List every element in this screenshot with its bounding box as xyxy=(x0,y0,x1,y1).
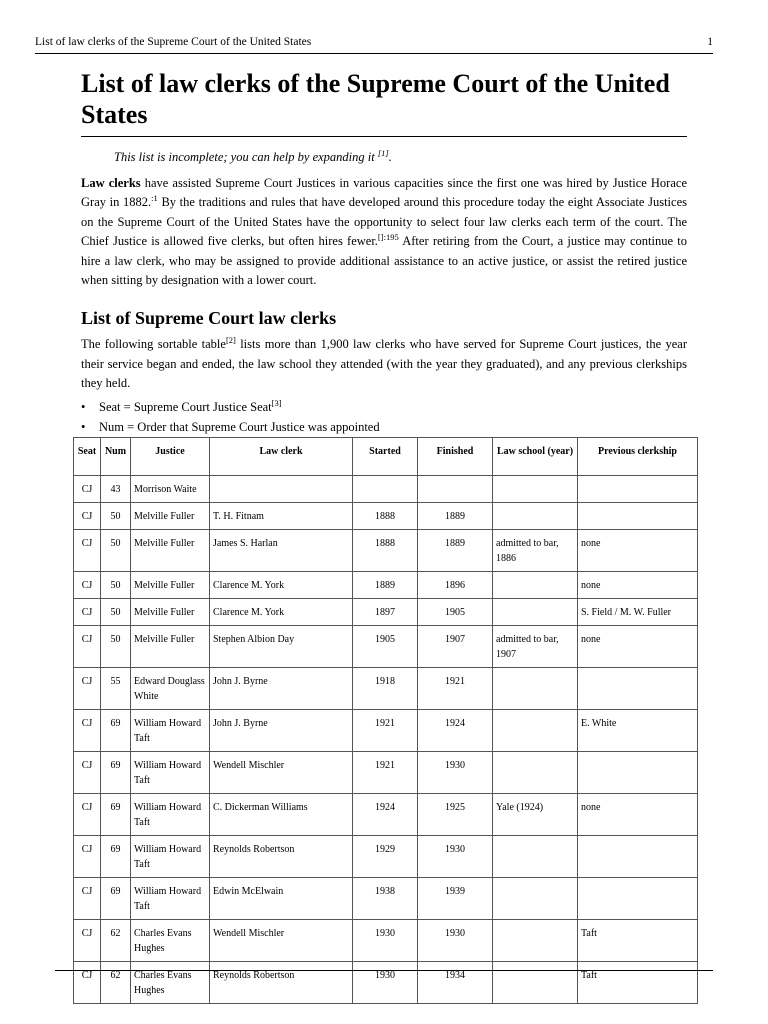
cell-law-clerk: T. H. Fitnam xyxy=(210,503,353,530)
cell-started: 1938 xyxy=(353,878,418,920)
cell-previous-clerkship: Taft xyxy=(578,920,698,962)
cell-previous-clerkship: S. Field / M. W. Fuller xyxy=(578,599,698,626)
cell-num: 50 xyxy=(101,572,131,599)
cell-started: 1897 xyxy=(353,599,418,626)
cell-seat: CJ xyxy=(74,920,101,962)
section-intro-paragraph xyxy=(81,335,687,393)
cell-previous-clerkship xyxy=(578,476,698,503)
column-header-previous-clerkship[interactable]: Previous clerkship xyxy=(578,438,698,476)
table-row xyxy=(74,476,698,503)
incomplete-list-notice xyxy=(114,148,687,166)
legend-list xyxy=(81,397,687,437)
cell-previous-clerkship: none xyxy=(578,794,698,836)
cell-started: 1889 xyxy=(353,572,418,599)
cell-law-school: Yale (1924) xyxy=(493,794,578,836)
header-divider xyxy=(35,53,713,54)
cell-justice: William Howard Taft xyxy=(131,794,210,836)
cell-law-school xyxy=(493,476,578,503)
intro-reference-1[interactable]: :1 xyxy=(151,193,158,204)
cell-law-clerk: Wendell Mischler xyxy=(210,752,353,794)
cell-finished: 1925 xyxy=(418,794,493,836)
cell-law-school xyxy=(493,668,578,710)
cell-justice: Charles Evans Hughes xyxy=(131,920,210,962)
cell-law-clerk: James S. Harlan xyxy=(210,530,353,572)
cell-previous-clerkship: none xyxy=(578,530,698,572)
cell-justice: Morrison Waite xyxy=(131,476,210,503)
cell-justice: Melville Fuller xyxy=(131,626,210,668)
cell-finished: 1921 xyxy=(418,668,493,710)
cell-finished: 1939 xyxy=(418,878,493,920)
cell-law-clerk: Stephen Albion Day xyxy=(210,626,353,668)
cell-started: 1905 xyxy=(353,626,418,668)
cell-law-clerk: Reynolds Robertson xyxy=(210,836,353,878)
cell-law-school xyxy=(493,710,578,752)
cell-started: 1930 xyxy=(353,962,418,1004)
column-header-num[interactable]: Num xyxy=(101,438,131,476)
cell-law-clerk xyxy=(210,476,353,503)
cell-justice: Melville Fuller xyxy=(131,599,210,626)
intro-reference-2[interactable]: []:195 xyxy=(377,232,399,243)
cell-seat: CJ xyxy=(74,962,101,1004)
cell-seat: CJ xyxy=(74,668,101,710)
cell-seat: CJ xyxy=(74,530,101,572)
cell-seat: CJ xyxy=(74,794,101,836)
cell-previous-clerkship: E. White xyxy=(578,710,698,752)
section-intro-reference[interactable]: [2] xyxy=(225,335,236,346)
cell-started: 1921 xyxy=(353,710,418,752)
cell-started: 1930 xyxy=(353,920,418,962)
cell-law-school xyxy=(493,572,578,599)
cell-finished: 1905 xyxy=(418,599,493,626)
cell-justice: Melville Fuller xyxy=(131,572,210,599)
cell-seat: CJ xyxy=(74,572,101,599)
running-header xyxy=(35,36,713,48)
cell-seat: CJ xyxy=(74,626,101,668)
cell-law-clerk: Wendell Mischler xyxy=(210,920,353,962)
section-intro-text-2: lists more than 1,900 law clerks who have served for Supreme Court justices, the year their service began and ended, the law school they attended (with the year they graduated), and any previous clerkships they held. xyxy=(81,337,688,391)
hatnote-reference-link[interactable]: [1] xyxy=(377,147,389,158)
cell-previous-clerkship xyxy=(578,668,698,710)
table-row xyxy=(74,752,698,794)
page-title: List of law clerks of the Supreme Court of the United States xyxy=(81,68,687,137)
running-header-title: List of law clerks of the Supreme Court of the United States xyxy=(35,36,312,48)
table-header-row xyxy=(74,438,698,476)
cell-seat: CJ xyxy=(74,878,101,920)
cell-law-school xyxy=(493,599,578,626)
cell-previous-clerkship xyxy=(578,752,698,794)
page-number: 1 xyxy=(707,36,713,48)
intro-bold-lead: Law clerks xyxy=(81,176,141,190)
cell-justice: William Howard Taft xyxy=(131,710,210,752)
cell-law-clerk: Clarence M. York xyxy=(210,572,353,599)
intro-paragraph xyxy=(81,174,687,290)
intro-text-1: have assisted Supreme Court Justices in various capacities since the first one was hired by Justice Horace Gray in 1882. xyxy=(81,176,687,210)
table-row xyxy=(74,572,698,599)
cell-justice: William Howard Taft xyxy=(131,878,210,920)
footer-divider xyxy=(55,970,713,971)
cell-seat: CJ xyxy=(74,710,101,752)
cell-seat: CJ xyxy=(74,476,101,503)
column-header-law-school[interactable]: Law school (year) xyxy=(493,438,578,476)
cell-seat: CJ xyxy=(74,599,101,626)
cell-num: 69 xyxy=(101,794,131,836)
cell-law-school xyxy=(493,920,578,962)
cell-justice: Melville Fuller xyxy=(131,503,210,530)
column-header-finished[interactable]: Finished xyxy=(418,438,493,476)
cell-num: 69 xyxy=(101,878,131,920)
column-header-justice[interactable]: Justice xyxy=(131,438,210,476)
table-row xyxy=(74,668,698,710)
cell-num: 69 xyxy=(101,836,131,878)
cell-finished: 1930 xyxy=(418,836,493,878)
cell-num: 62 xyxy=(101,962,131,1004)
cell-law-clerk: Edwin McElwain xyxy=(210,878,353,920)
cell-law-clerk: John J. Byrne xyxy=(210,668,353,710)
cell-num: 50 xyxy=(101,503,131,530)
cell-started: 1921 xyxy=(353,752,418,794)
cell-finished: 1934 xyxy=(418,962,493,1004)
table-row xyxy=(74,962,698,1004)
legend-item-text: Seat = Supreme Court Justice Seat xyxy=(99,399,272,414)
table-row xyxy=(74,878,698,920)
column-header-seat[interactable]: Seat xyxy=(74,438,101,476)
cell-num: 50 xyxy=(101,530,131,572)
cell-finished: 1930 xyxy=(418,752,493,794)
article-body xyxy=(81,68,687,437)
cell-justice: William Howard Taft xyxy=(131,836,210,878)
table-row xyxy=(74,710,698,752)
cell-justice: William Howard Taft xyxy=(131,752,210,794)
cell-justice: Charles Evans Hughes xyxy=(131,962,210,1004)
hatnote-text: This list is incomplete; you can help by expanding it xyxy=(114,150,378,164)
cell-num: 43 xyxy=(101,476,131,503)
cell-law-school xyxy=(493,503,578,530)
column-header-started[interactable]: Started xyxy=(353,438,418,476)
table-row xyxy=(74,836,698,878)
cell-num: 55 xyxy=(101,668,131,710)
cell-justice: Melville Fuller xyxy=(131,530,210,572)
law-clerks-table xyxy=(73,437,698,1004)
cell-num: 50 xyxy=(101,599,131,626)
section-intro-text-1: The following sortable table xyxy=(81,337,226,352)
cell-previous-clerkship: Taft xyxy=(578,962,698,1004)
cell-law-school: admitted to bar, 1886 xyxy=(493,530,578,572)
intro-text-2: By the traditions and rules that have developed around this procedure today the eight Associate Justices on the Supreme Court of the United States have the opportunity to select four law clerks each term of the court. The Chief Justice is allowed five clerks, but often hires fewer. xyxy=(81,195,687,249)
cell-started xyxy=(353,476,418,503)
cell-previous-clerkship xyxy=(578,503,698,530)
table-row xyxy=(74,530,698,572)
table-row xyxy=(74,626,698,668)
intro-text-3: After retiring from the Court, a justice may continue to hire a law clerk, who may be assigned to provide additional assistance to an active justice, or assist the retired justice when sitting by designation with a lower court. xyxy=(81,234,687,288)
legend-item-seat xyxy=(81,397,687,417)
cell-num: 69 xyxy=(101,752,131,794)
cell-law-school xyxy=(493,836,578,878)
cell-law-school xyxy=(493,878,578,920)
cell-started: 1918 xyxy=(353,668,418,710)
cell-started: 1888 xyxy=(353,503,418,530)
cell-law-school: admitted to bar, 1907 xyxy=(493,626,578,668)
cell-law-clerk: C. Dickerman Williams xyxy=(210,794,353,836)
cell-started: 1888 xyxy=(353,530,418,572)
cell-finished xyxy=(418,476,493,503)
cell-finished: 1907 xyxy=(418,626,493,668)
legend-item-text: Num = Order that Supreme Court Justice was appointed xyxy=(99,419,380,434)
cell-finished: 1889 xyxy=(418,530,493,572)
cell-seat: CJ xyxy=(74,503,101,530)
table-row xyxy=(74,503,698,530)
cell-num: 62 xyxy=(101,920,131,962)
cell-finished: 1924 xyxy=(418,710,493,752)
cell-previous-clerkship: none xyxy=(578,572,698,599)
table-row xyxy=(74,920,698,962)
cell-started: 1929 xyxy=(353,836,418,878)
cell-law-clerk: John J. Byrne xyxy=(210,710,353,752)
cell-num: 50 xyxy=(101,626,131,668)
cell-law-clerk: Clarence M. York xyxy=(210,599,353,626)
legend-item-num xyxy=(81,417,687,437)
cell-previous-clerkship: none xyxy=(578,626,698,668)
cell-num: 69 xyxy=(101,710,131,752)
cell-finished: 1896 xyxy=(418,572,493,599)
hatnote-period: . xyxy=(388,150,392,164)
cell-previous-clerkship xyxy=(578,878,698,920)
cell-justice: Edward Douglass White xyxy=(131,668,210,710)
cell-law-school xyxy=(493,752,578,794)
cell-finished: 1889 xyxy=(418,503,493,530)
table-row xyxy=(74,599,698,626)
section-heading: List of Supreme Court law clerks xyxy=(81,308,337,329)
cell-law-clerk: Reynolds Robertson xyxy=(210,962,353,1004)
table-body xyxy=(74,476,698,1004)
cell-law-school xyxy=(493,962,578,1004)
column-header-law-clerk[interactable]: Law clerk xyxy=(210,438,353,476)
legend-reference[interactable]: [3] xyxy=(271,397,282,408)
cell-started: 1924 xyxy=(353,794,418,836)
cell-seat: CJ xyxy=(74,752,101,794)
table-row xyxy=(74,794,698,836)
cell-seat: CJ xyxy=(74,836,101,878)
cell-previous-clerkship xyxy=(578,836,698,878)
cell-finished: 1930 xyxy=(418,920,493,962)
